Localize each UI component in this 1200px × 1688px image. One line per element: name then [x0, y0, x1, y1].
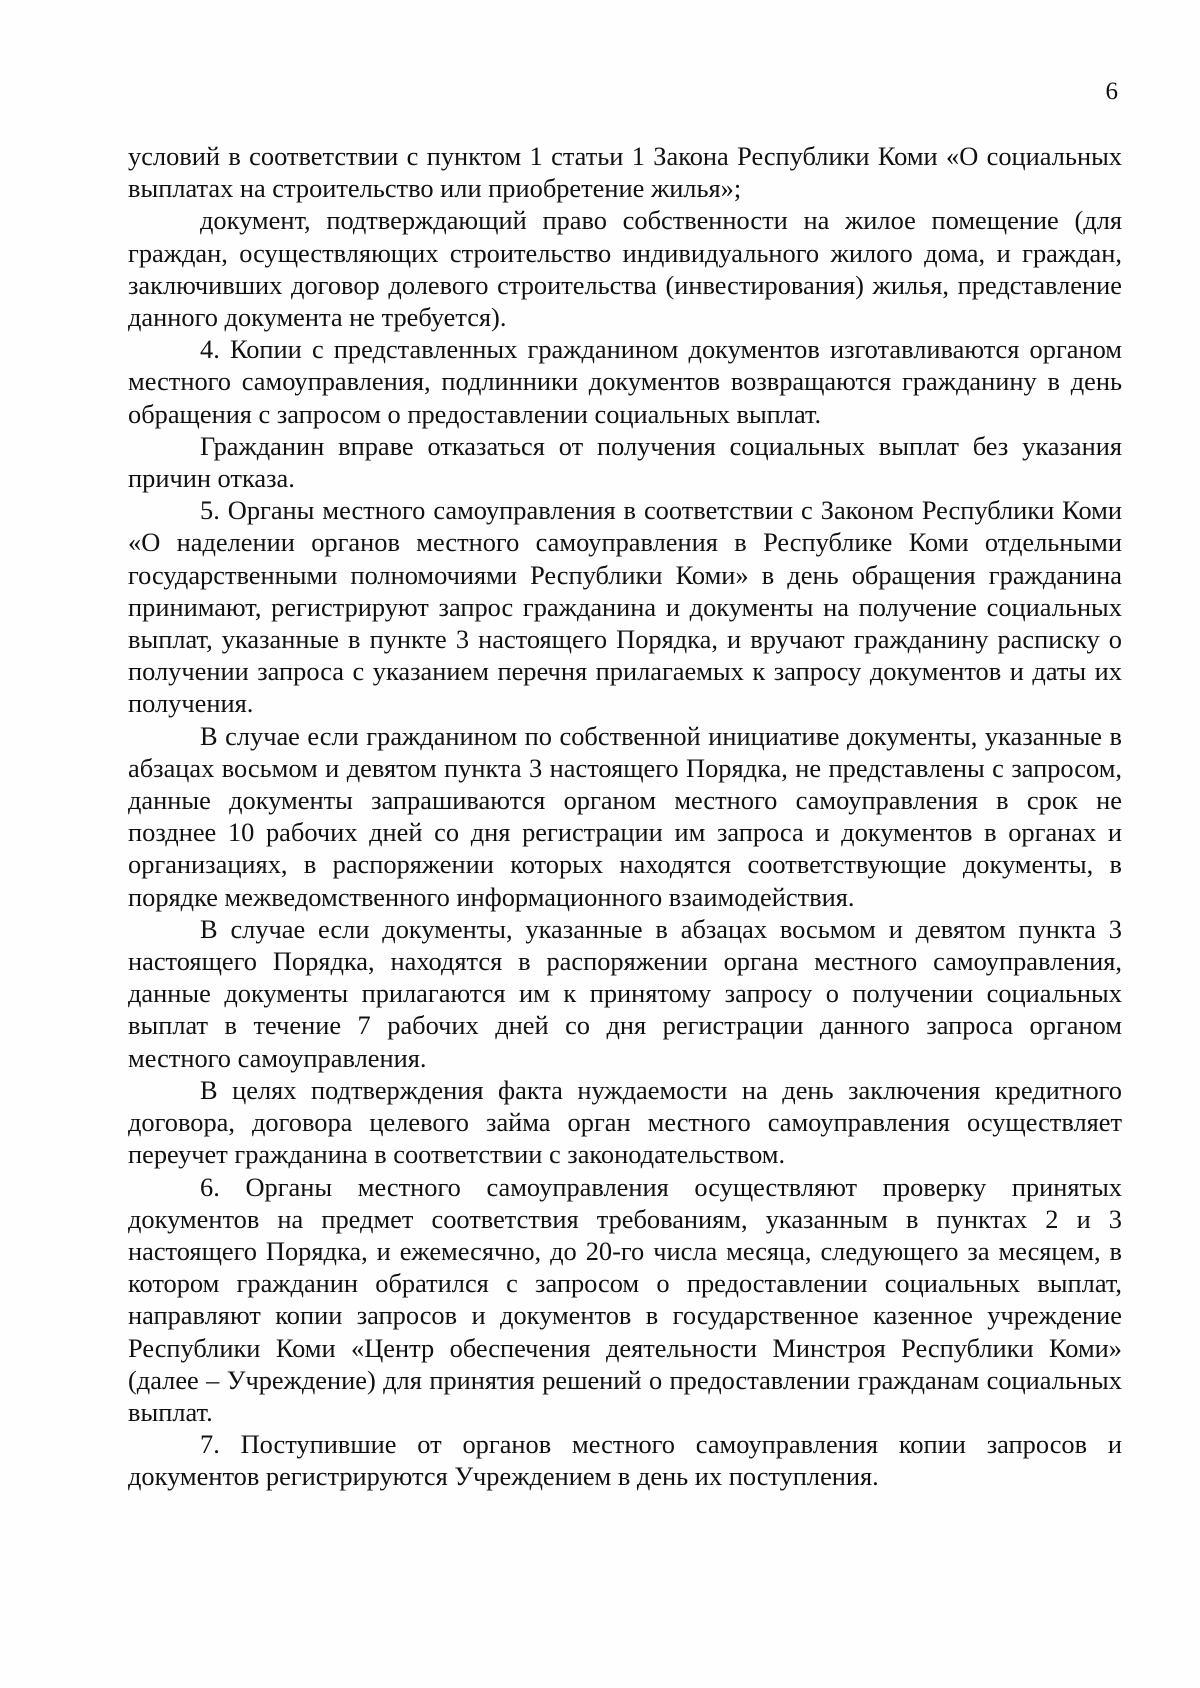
paragraph-ownership-document: документ, подтверждающий право собственности на жилое помещение (для граждан, осуществляющих строительство индивидуального жилого дома, и граждан, заключивших договор долевого строительства (инвестирования) жилья, представление данного документа не требуется).	[128, 205, 1122, 333]
paragraph-item-4: 4. Копии с представленных гражданином документов изготавливаются органом местного самоуправления, подлинники документов возвращаются гражданину в день обращения с запросом о предоставлении социальных выплат.	[128, 334, 1122, 429]
paragraph-item-7: 7. Поступившие от органов местного самоуправления копии запросов и документов регистрируются Учреждением в день их поступления.	[128, 1429, 1122, 1492]
paragraph-need-confirmation: В целях подтверждения факта нуждаемости на день заключения кредитного договора, договора целевого займа орган местного самоуправления осуществляет переучет гражданина в соответствии с законодательством.	[128, 1074, 1122, 1170]
paragraph-documents-attached: В случае если документы, указанные в абзацах восьмом и девятом пункта 3 настоящего Порядка, находятся в распоряжении органа местного самоуправления, данные документы прилагаются им к принятому запросу о получении социальных выплат в течение 7 рабочих дней со дня регистрации данного запроса органом местного самоуправления.	[128, 913, 1122, 1073]
document-body	[128, 140, 1122, 1493]
paragraph-item-5: 5. Органы местного самоуправления в соответствии с Законом Республики Коми «О наделении органов местного самоуправления в Республике Коми отдельными государственными полномочиями Республики Коми» в день обращения гражданина принимают, регистрируют запрос гражданина и документы на получение социальных выплат, указанные в пункте 3 настоящего Порядка, и вручают гражданину расписку о получении запроса с указанием перечня прилагаемых к запросу документов и даты их получения.	[128, 495, 1122, 719]
page-number: 6	[1105, 78, 1118, 105]
paragraph-interagency-request: В случае если гражданином по собственной инициативе документы, указанные в абзацах восьмом и девятом пункта 3 настоящего Порядка, не представлены с запросом, данные документы запрашиваются органом местного самоуправления в срок не позднее 10 рабочих дней со дня регистрации им запроса и документов в органах и организациях, в распоряжении которых находятся соответствующие документы, в порядке межведомственного информационного взаимодействия.	[128, 720, 1122, 912]
paragraph-refusal-right: Гражданин вправе отказаться от получения социальных выплат без указания причин отказа.	[128, 430, 1122, 494]
paragraph-continuation: условий в соответствии с пунктом 1 статьи 1 Закона Республики Коми «О социальных выплатах на строительство или приобретение жилья»;	[128, 141, 1122, 204]
paragraph-item-6: 6. Органы местного самоуправления осуществляют проверку принятых документов на предмет соответствия требованиям, указанным в пунктах 2 и 3 настоящего Порядка, и ежемесячно, до 20-го числа месяца, следующего за месяцем, в котором гражданин обратился с запросом о предоставлении социальных выплат, направляют копии запросов и документов в государственное казенное учреждение Республики Коми «Центр обеспечения деятельности Минстроя Республики Коми» (далее – Учреждение) для принятия решений о предоставлении гражданам социальных выплат.	[128, 1171, 1122, 1427]
